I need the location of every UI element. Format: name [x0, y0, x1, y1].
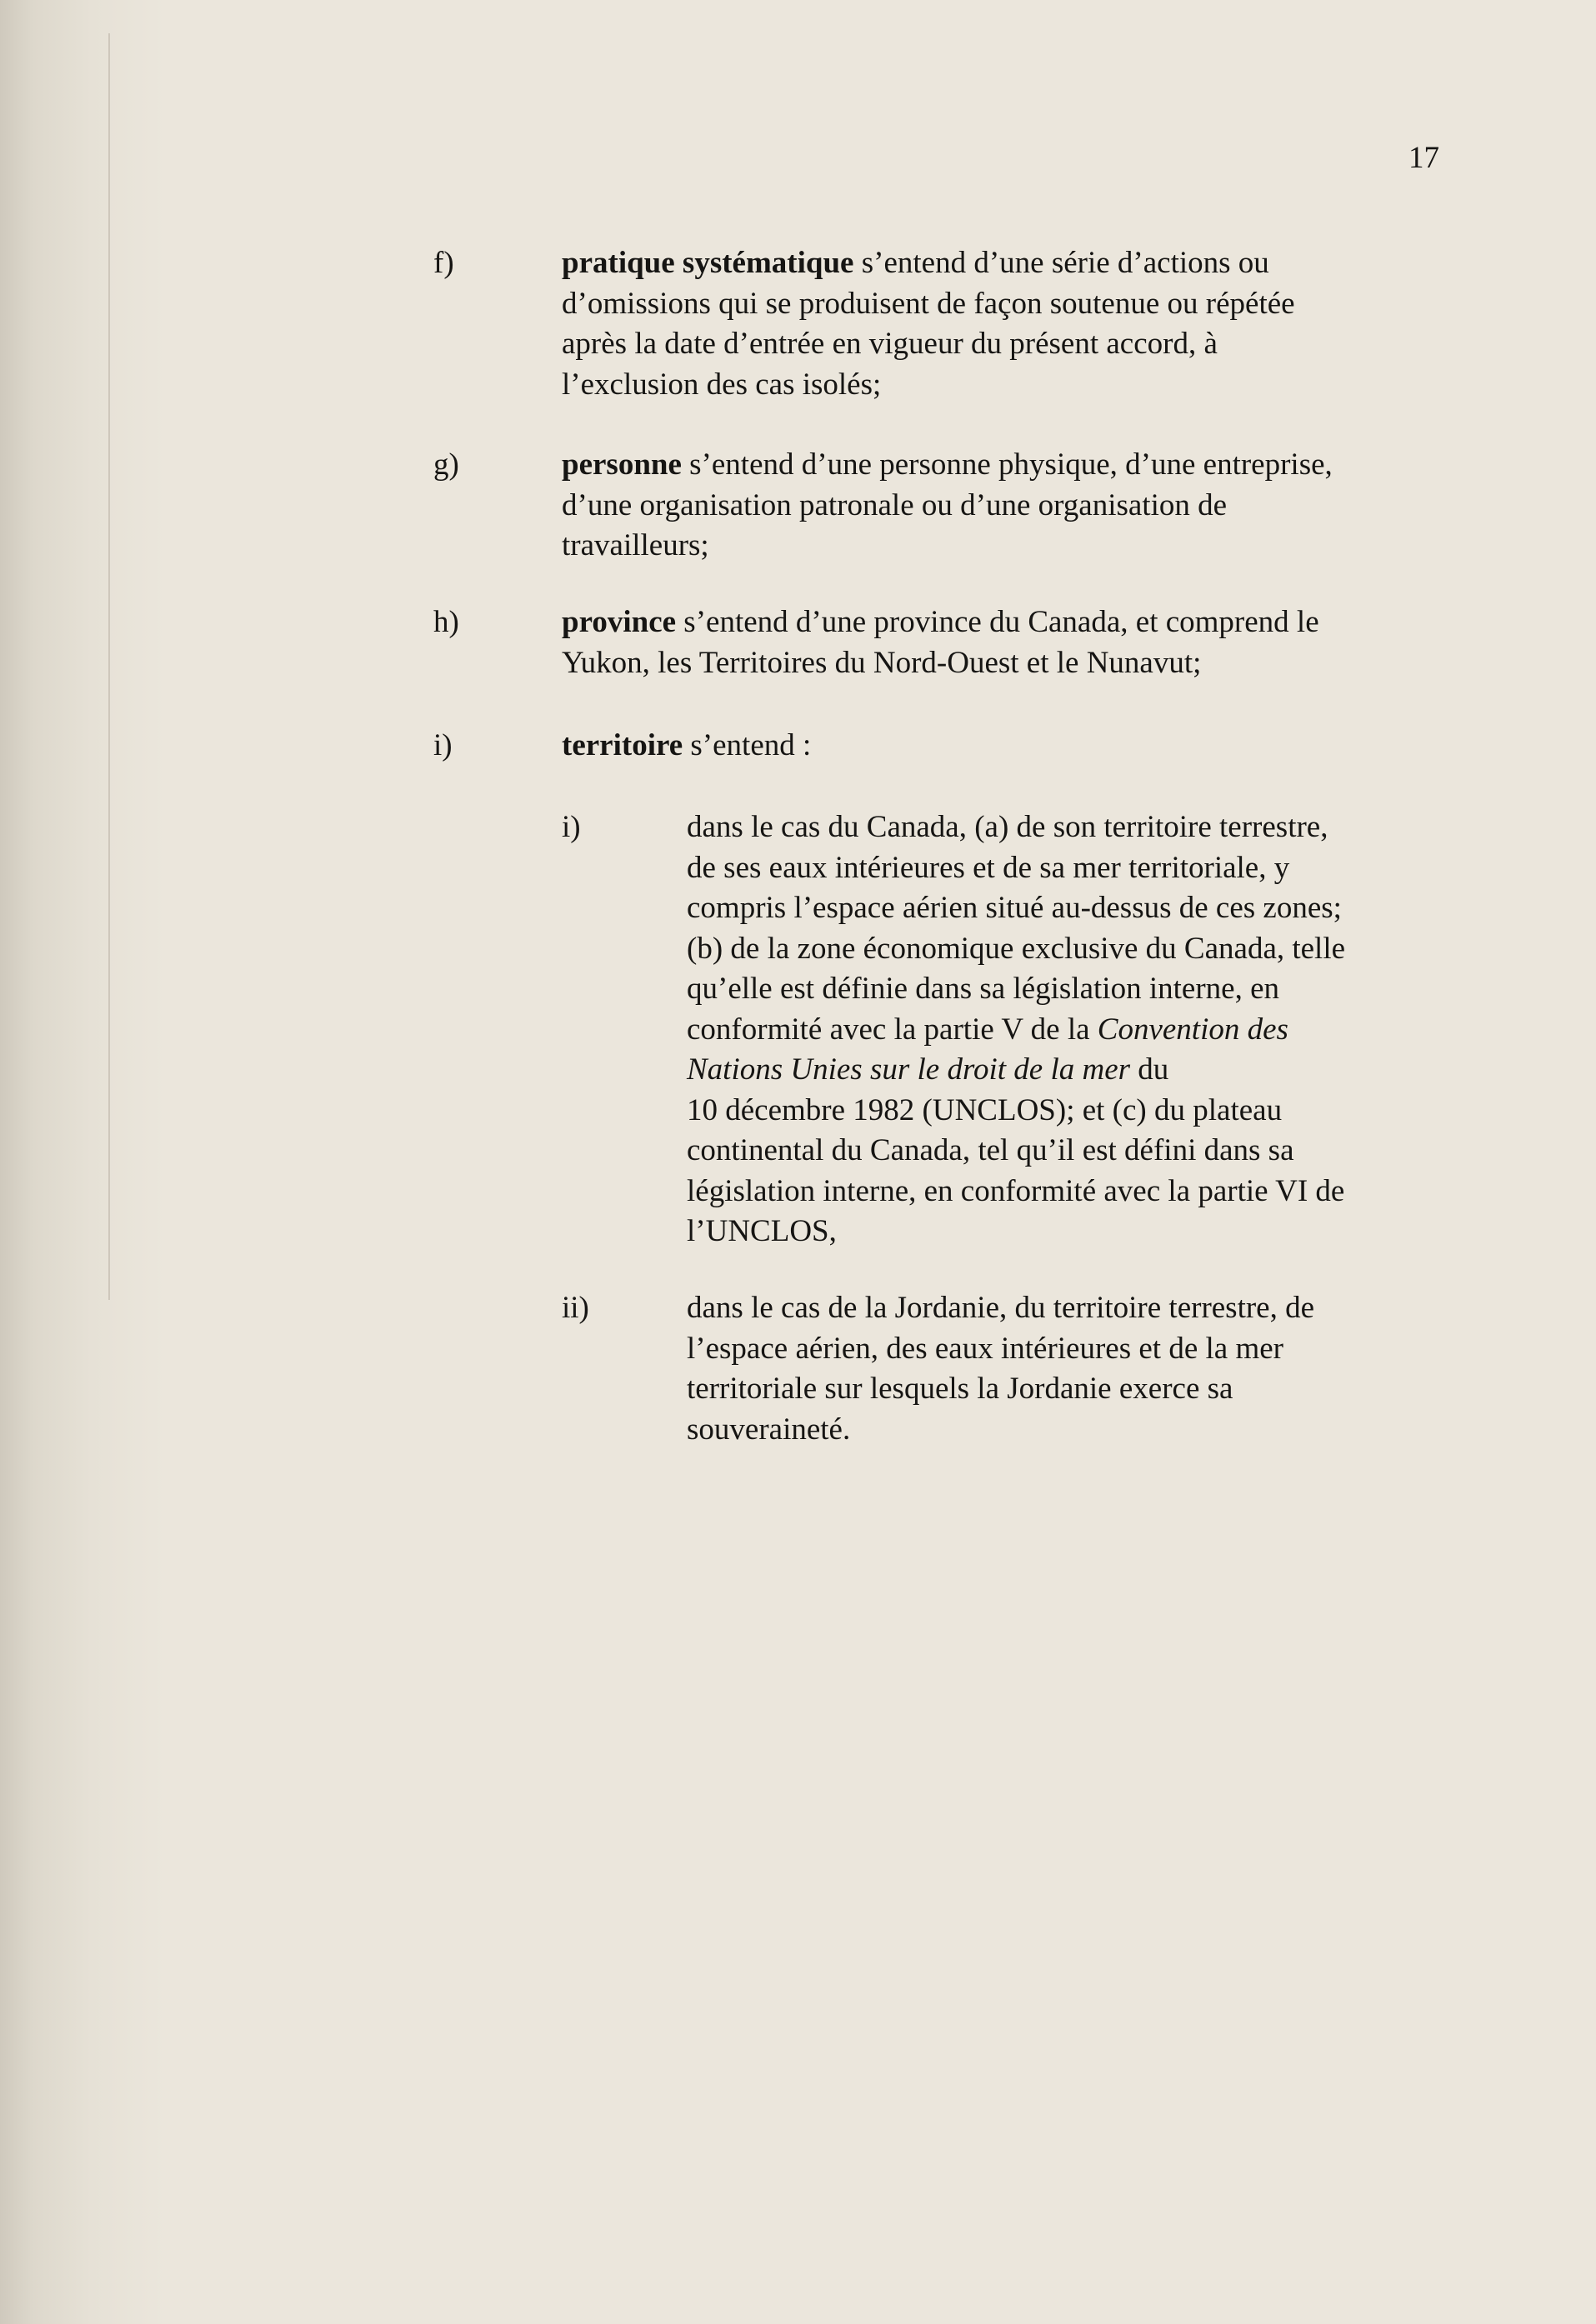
subdefinition-canada [687, 807, 1437, 1252]
item-label-f: f) [433, 246, 454, 280]
defined-term: pratique systématique [562, 246, 854, 280]
definition-line: personne s’entend d’une personne physique, d’une entreprise, [562, 447, 1333, 482]
definition-line: d’omissions qui se produisent de façon soutenue ou répétée [562, 286, 1295, 321]
subitem-label-i: i) [562, 810, 581, 844]
definition-line: 10 décembre 1982 (UNCLOS); et (c) du plateau [687, 1092, 1283, 1127]
definition-line: compris l’espace aérien situé au-dessus de ces zones; [687, 891, 1342, 925]
definition-line: l’UNCLOS, [687, 1214, 837, 1248]
definition-line: dans le cas du Canada, (a) de son territoire terrestre, [687, 810, 1328, 844]
definition-line: territoire s’entend : [562, 728, 812, 762]
definition-line: de ses eaux intérieures et de sa mer territoriale, y [687, 850, 1290, 885]
definition-line: d’une organisation patronale ou d’une organisation de [562, 487, 1228, 522]
convention-title: Convention des [1097, 1012, 1288, 1047]
definition-line: souveraineté. [687, 1412, 851, 1447]
page-number: 17 [1408, 141, 1439, 175]
defined-term: personne [562, 447, 682, 482]
definition-line: législation interne, en conformité avec la partie VI de [687, 1173, 1345, 1208]
definition-line: l’exclusion des cas isolés; [562, 367, 882, 402]
definition-line: conformité avec la partie V de la Convention des [687, 1012, 1288, 1047]
definition-line: travailleurs; [562, 528, 709, 562]
definition-line: l’espace aérien, des eaux intérieures et de la mer [687, 1331, 1283, 1366]
convention-title: Nations Unies sur le droit de la mer [687, 1052, 1131, 1087]
defined-term: territoire [562, 728, 683, 762]
definition-line: après la date d’entrée en vigueur du présent accord, à [562, 327, 1218, 361]
definition-line: Nations Unies sur le droit de la mer du [687, 1052, 1169, 1087]
definition-i [562, 726, 1445, 767]
item-label-h: h) [433, 605, 459, 639]
definition-line: (b) de la zone économique exclusive du Canada, telle [687, 931, 1346, 966]
definition-line: continental du Canada, tel qu’il est défini dans sa [687, 1133, 1294, 1167]
definition-line: province s’entend d’une province du Canada, et comprend le [562, 605, 1319, 639]
binding-shadow [108, 33, 110, 1300]
subitem-label-ii: ii) [562, 1291, 589, 1325]
definition-f [562, 243, 1445, 405]
definition-line: dans le cas de la Jordanie, du territoire terrestre, de [687, 1291, 1315, 1325]
item-label-g: g) [433, 447, 459, 482]
definition-line: qu’elle est définie dans sa législation interne, en [687, 972, 1279, 1006]
item-label-i: i) [433, 728, 453, 762]
definition-line: territoriale sur lesquels la Jordanie exerce sa [687, 1372, 1233, 1406]
definition-g [562, 445, 1445, 567]
subdefinition-jordan [687, 1288, 1437, 1450]
definition-h [562, 602, 1445, 683]
definition-line: Yukon, les Territoires du Nord-Ouest et le Nunavut; [562, 645, 1202, 680]
defined-term: province [562, 605, 677, 639]
definition-line: pratique systématique s’entend d’une série d’actions ou [562, 246, 1269, 280]
